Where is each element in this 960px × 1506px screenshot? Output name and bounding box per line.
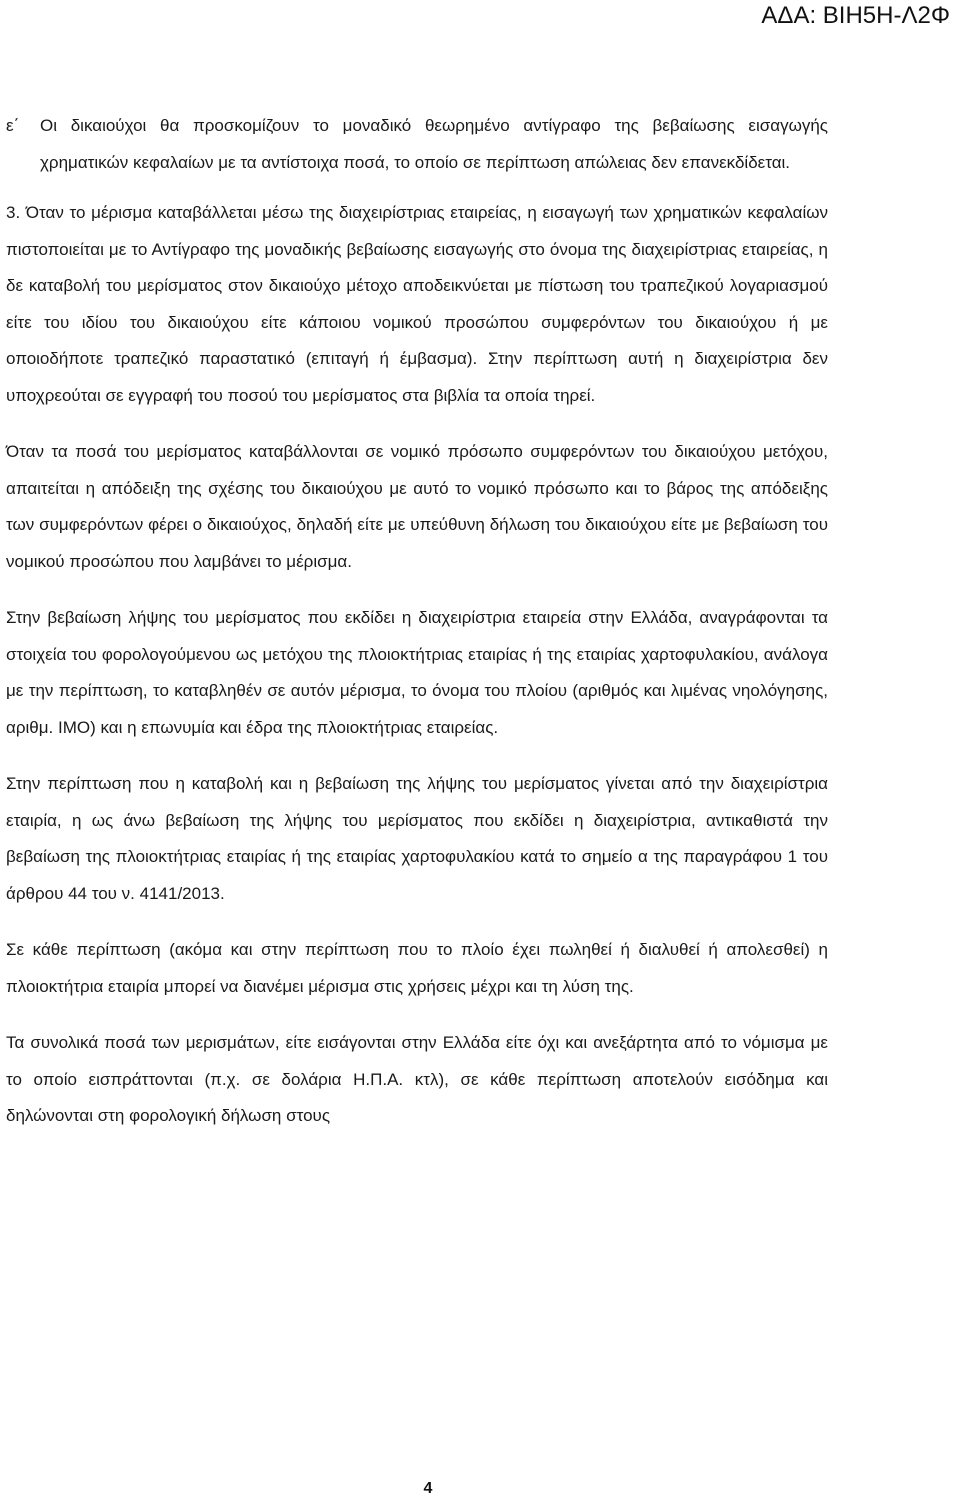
page-number: [0, 1480, 960, 1498]
item-marker: ε΄: [6, 116, 20, 135]
paragraph-text: Οι δικαιούχοι θα προσκομίζουν το μοναδικό θεωρημένο αντίγραφο της βεβαίωσης εισαγωγής χρηματικών κεφαλαίων με τα αντίστοιχα ποσά, το οποίο σε περίπτωση απώλειας δεν επανεκδίδεται.: [40, 116, 828, 172]
ada-code: ΑΔΑ: ΒΙΗ5Η-Λ2Φ: [761, 2, 950, 29]
paragraph-legal-entity: Όταν τα ποσά του μερίσματος καταβάλλονται σε νομικό πρόσωπο συμφερόντων του δικαιούχου μετόχου, απαιτείται η απόδειξη της σχέσης του δικαιούχου με αυτό το νομικό πρόσωπο και το βάρος της απόδειξης των συμφερόντων φέρει ο δικαιούχος, δηλαδή είτε με υπεύθυνη δήλωση του δικαιούχου είτε με βεβαίωση του νομικού προσώπου που λαμβάνει το μέρισμα.: [6, 442, 828, 571]
paragraph-article-44: Στην περίπτωση που η καταβολή και η βεβαίωση της λήψης του μερίσματος γίνεται από την διαχειρίστρια εταιρία, η ως άνω βεβαίωση της λήψης του μερίσματος που εκδίδει η διαχειρίστρια, αντικαθιστά την βεβαίωση της πλοιοκτήτριας εταιρίας ή της εταιρίας χαρτοφυλακίου κατά το σημείο α της παραγράφου 1 του άρθρου 44 του ν. 4141/2013.: [6, 774, 828, 903]
document-body: [6, 108, 828, 1135]
paragraph-point-3: 3. Όταν το μέρισμα καταβάλλεται μέσω της διαχειρίστριας εταιρείας, η εισαγωγή των χρηματικών κεφαλαίων πιστοποιείται με το Αντίγραφο της μοναδικής βεβαίωσης εισαγωγής στο όνομα της διαχειρίστριας εταιρείας, η δε καταβολή του μερίσματος στον δικαιούχο μέτοχο αποδεικνύεται με πίστωση του τραπεζικού λογαριασμού είτε του ιδίου του δικαιούχου είτε κάποιου νομικού προσώπου συμφερόντων του δικαιούχου ή με οποιοδήποτε τραπεζικό παραστατικό (επιταγή ή έμβασμα). Στην περίπτωση αυτή η διαχειρίστρια δεν υποχρεούται σε εγγραφή του ποσού του μερίσματος στα βιβλία τα οποία τηρεί.: [6, 203, 828, 405]
paragraph-ship-sold: Σε κάθε περίπτωση (ακόμα και στην περίπτωση που το πλοίο έχει πωληθεί ή διαλυθεί ή απολεσθεί) η πλοιοκτήτρια εταιρία μπορεί να διανέμει μέρισμα στις χρήσεις μέχρι και τη λύση της.: [6, 940, 828, 996]
paragraph-receipt-certificate: Στην βεβαίωση λήψης του μερίσματος που εκδίδει η διαχειρίστρια εταιρεία στην Ελλάδα, αναγράφονται τα στοιχεία του φορολογούμενου ως μετόχου της πλοιοκτήτριας εταιρίας ή της εταιρίας χαρτοφυλακίου, ανάλογα με την περίπτωση, το καταβληθέν σε αυτόν μέρισμα, το όνομα του πλοίου (αριθμός και λιμένας νηολόγησης, αριθμ. IMO) και η επωνυμία και έδρα της πλοιοκτήτριας εταιρείας.: [6, 608, 828, 737]
page-number-text: 4: [423, 1480, 433, 1497]
paragraph-item-e: [6, 108, 828, 181]
paragraph-total-amounts: Τα συνολικά ποσά των μερισμάτων, είτε εισάγονται στην Ελλάδα είτε όχι και ανεξάρτητα από το νόμισμα με το οποίο εισπράττονται (π.χ. σε δολάρια Η.Π.Α. κτλ), σε κάθε περίπτωση αποτελούν εισόδημα και δηλώνονται στη φορολογική δήλωση στους: [6, 1033, 828, 1125]
